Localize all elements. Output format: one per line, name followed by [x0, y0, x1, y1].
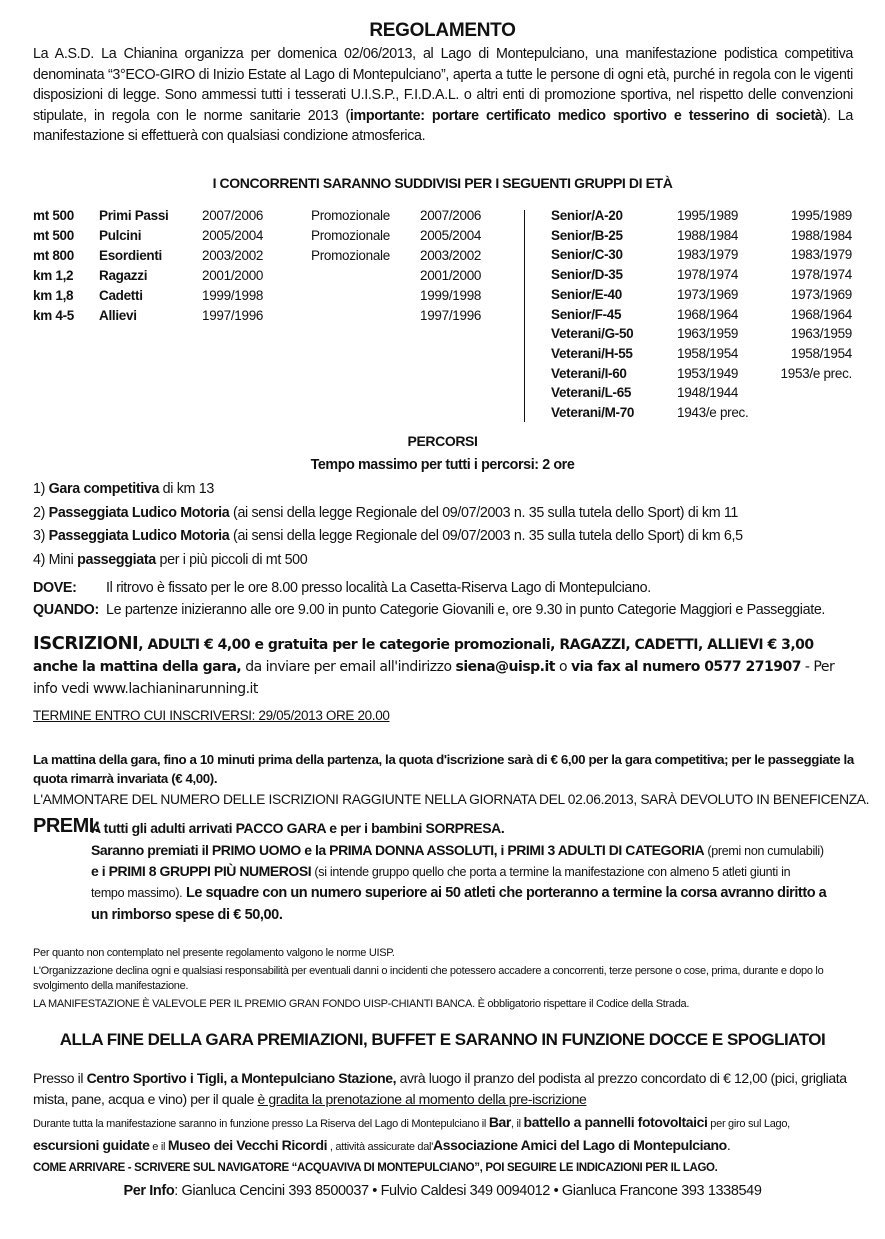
left-group-name: Pulcini [99, 228, 142, 243]
left-group-years: 1997/1996 [202, 308, 264, 323]
percorso-title: Passeggiata Ludico Motoria [48, 528, 230, 544]
percorso-detail: per i più piccoli di mt 500 [155, 551, 308, 568]
right-group-years2: 1968/1964 [790, 306, 852, 322]
centro-prenotazione: è gradita la prenotazione al momento della pre-iscrizione [257, 1091, 587, 1107]
left-group-promo: Promozionale [311, 208, 390, 223]
premi-groups: e i PRIMI 8 GRUPPI PIÙ NUMEROSI [91, 863, 312, 879]
durante-text-3: per giro sul Lago, [707, 1118, 790, 1130]
percorso-item [33, 479, 214, 499]
left-group-years2: 2001/2000 [420, 268, 482, 283]
right-group-name: Senior/C-30 [551, 247, 623, 263]
right-group-name: Veterani/M-70 [551, 405, 635, 420]
percorso-detail: (ai sensi della legge Regionale del 09/07/2003 n. 35 sulla tutela dello Sport) di km 11 [229, 504, 739, 521]
iscrizioni-or: o [555, 659, 571, 675]
left-group-dist: km 1,2 [33, 268, 74, 283]
left-group-dist: km 1,8 [33, 288, 74, 303]
left-group-years2: 2003/2002 [420, 248, 482, 263]
percorsi-subheading: Tempo massimo per tutti i percorsi: 2 ore [310, 457, 575, 473]
percorso-title: Passeggiata Ludico Motoria [48, 504, 230, 521]
percorso-detail: (ai sensi della legge Regionale del 09/07/2003 n. 35 sulla tutela dello Sport) di km 6,5 [229, 528, 743, 544]
note-responsabilita: L'Organizzazione declina ogni e qualsiasi responsabilità per eventuali danni o incidenti che potessero accadere a concorrenti, terze persone o cose, prima, durante e dopo lo svolgimento della manifestazione. [33, 965, 824, 992]
groups-heading: I CONCORRENTI SARANNO SUDDIVISI PER I SEGUENTI GRUPPI DI ETÀ [212, 175, 673, 191]
left-group-years: 1999/1998 [202, 288, 264, 303]
right-group-row [0, 245, 885, 264]
durante-battello: battello a pannelli fotovoltaici [523, 1114, 708, 1130]
iscrizioni-info: - Per info vedi www.lachianinarunning.it [33, 659, 835, 697]
right-group-name: Senior/B-25 [551, 227, 623, 243]
left-group-years2: 2007/2006 [420, 208, 482, 223]
percorso-num: 1) [33, 481, 49, 497]
percorso-title: passeggiata [77, 551, 156, 568]
right-group-row [0, 344, 885, 363]
right-group-row [0, 265, 885, 284]
durante-text-4: e il [149, 1141, 168, 1153]
right-group-row [0, 324, 885, 343]
premi-time: tempo massimo). [91, 886, 183, 900]
right-group-row [0, 206, 885, 225]
right-group-years2: 1973/1969 [790, 286, 852, 302]
right-group-row [0, 226, 885, 245]
iscrizioni-paragraph [33, 633, 855, 700]
left-group-years: 2001/2000 [202, 268, 264, 283]
durante-text-5: , attività assicurate dal' [327, 1141, 433, 1153]
right-group-years: 1978/1974 [677, 267, 739, 283]
percorso-item [33, 526, 743, 546]
iscrizioni-send: da inviare per email all'indirizzo [241, 659, 456, 675]
percorso-title: Gara competitiva [48, 481, 160, 497]
dove-line [33, 578, 651, 598]
right-group-years2: 1963/1959 [790, 326, 852, 342]
premi-teams: Le squadre con un numero superiore ai 50 atleti che porteranno a termine la corsa avranno diritto a [182, 885, 827, 901]
right-group-name: Veterani/G-50 [551, 326, 634, 342]
right-group-years2: 1953/e prec. [780, 365, 852, 381]
note-uisp: Per quanto non contemplato nel presente regolamento valgono le norme UISP. [33, 947, 395, 959]
quando-label: QUANDO: [33, 602, 99, 618]
iscrizioni-deadline: TERMINE ENTRO CUI INSCRIVERSI: 29/05/2013 ORE 20.00 [33, 708, 390, 723]
percorso-num: 2) [33, 504, 49, 521]
durante-escursioni: escursioni guidate [33, 1137, 150, 1153]
right-group-years: 1968/1964 [677, 306, 739, 322]
right-group-years: 1943/e prec. [677, 405, 749, 420]
intro-text-end: ). La manifestazione si effettuerà con qualsiasi condizione atmosferica. [33, 107, 853, 144]
page-title: REGOLAMENTO [369, 20, 516, 41]
left-group-name: Esordienti [99, 248, 163, 263]
right-group-years: 1973/1969 [677, 286, 739, 302]
premi-line-3 [91, 863, 790, 879]
right-group-row [0, 403, 885, 422]
percorso-num: 3) [33, 528, 49, 544]
right-group-years: 1988/1984 [677, 227, 739, 243]
left-group-dist: km 4-5 [33, 308, 74, 323]
percorso-item [33, 550, 307, 570]
right-group-years: 1958/1954 [677, 345, 739, 361]
left-group-name: Cadetti [99, 288, 143, 303]
left-group-years: 2003/2002 [202, 248, 264, 263]
durante-text-6: . [726, 1137, 731, 1153]
right-group-years2: 1988/1984 [790, 227, 852, 243]
premi-group-def: (si intende gruppo quello che porta a termine la manifestazione con almeno 5 atleti giunti in [311, 865, 791, 879]
intro-text: La A.S.D. La Chianina organizza per domenica 02/06/2013, al Lago di Montepulciano, una manifestazione podistica competitiva denominata “3°ECO-GIRO di Inizio Estate al Lago di Montepulciano”, aperta a tutte le persone di ogni età, purché in regola con le vigenti disposizioni di legge. Sono ammessi tutti i tesserati U.I.S.P., F.I.D.A.L. o altri enti di promozione sportiva, nel rispetto delle convenzioni stipulate, in regola con le norme sanitarie 2013 ( [33, 46, 853, 124]
left-group-years2: 1997/1996 [420, 308, 482, 323]
right-group-name: Veterani/H-55 [551, 345, 633, 361]
right-group-name: Senior/D-35 [551, 267, 623, 283]
mattina-note: La mattina della gara, fino a 10 minuti prima della partenza, la quota d'iscrizione sarà di € 6,00 per la gara competitiva; per le passeggiate la quota rimarrà invariata (€ 4,00). [33, 752, 854, 786]
right-group-row [0, 364, 885, 383]
right-group-years: 1953/1949 [677, 365, 739, 381]
left-group-promo: Promozionale [311, 248, 390, 263]
iscrizioni-fax: via fax al numero 0577 271907 [570, 659, 801, 675]
left-group-dist: mt 500 [33, 208, 74, 223]
left-group-years2: 1999/1998 [420, 288, 482, 303]
percorso-item [33, 503, 738, 523]
centro-place: Centro Sportivo i Tigli, a Montepulciano Stazione, [86, 1070, 397, 1086]
left-group-years2: 2005/2004 [420, 228, 482, 243]
info-contacts: : Gianluca Cencini 393 8500037 • Fulvio Caldesi 349 0094012 • Gianluca Francone 393 1338549 [174, 1183, 762, 1199]
right-group-name: Veterani/L-65 [551, 385, 632, 401]
durante-bar: Bar [488, 1114, 511, 1130]
premi-noncumul: (premi non cumulabili) [704, 844, 824, 858]
iscrizioni-email[interactable]: siena@uisp.it [455, 659, 555, 675]
durante-text-1: Durante tutta la manifestazione saranno in funzione presso La Riserva del Lago di Montepulciano il [33, 1118, 489, 1130]
right-group-years2: 1978/1974 [790, 267, 852, 283]
iscrizioni-label: ISCRIZIONI [33, 633, 139, 654]
durante-paragraph [33, 1112, 853, 1158]
centro-text: Presso il [33, 1070, 87, 1086]
final-heading: ALLA FINE DELLA GARA PREMIAZIONI, BUFFET E SARANNO IN FUNZIONE DOCCE E SPOGLIATOI [59, 1030, 826, 1049]
left-group-dist: mt 500 [33, 228, 74, 243]
left-group-name: Allievi [99, 308, 137, 323]
right-group-name: Senior/A-20 [551, 208, 623, 223]
right-group-row [0, 305, 885, 324]
right-group-years: 1995/1989 [677, 208, 739, 223]
right-group-years: 1948/1944 [677, 385, 739, 401]
right-group-name: Senior/E-40 [551, 286, 622, 302]
premi-line-5: un rimborso spese di € 50,00. [91, 907, 283, 923]
premi-line-4 [91, 885, 826, 901]
percorso-num: 4) Mini [33, 551, 78, 568]
intro-important: importante: portare certificato medico sportivo e tesserino di società [349, 107, 823, 124]
premi-label: PREMI: [33, 815, 100, 837]
right-group-row [0, 285, 885, 304]
dove-label: DOVE: [33, 580, 77, 596]
premi-line-1: A tutti gli adulti arrivati PACCO GARA e per i bambini SORPRESA. [91, 820, 505, 836]
intro-paragraph [33, 44, 853, 147]
right-group-years: 1963/1959 [677, 326, 739, 342]
right-group-years: 1983/1979 [677, 247, 739, 263]
left-group-dist: mt 800 [33, 248, 74, 263]
premi-winners: Saranno premiati il PRIMO UOMO e la PRIMA DONNA ASSOLUTI, i PRIMI 3 ADULTI DI CATEGORIA [91, 842, 705, 858]
note-gran-fondo: LA MANIFESTAZIONE È VALEVOLE PER IL PREMIO GRAN FONDO UISP-CHIANTI BANCA. È obbligatorio rispettare il Codice della Strada. [33, 998, 690, 1010]
left-group-name: Ragazzi [99, 268, 148, 283]
left-group-years: 2007/2006 [202, 208, 264, 223]
durante-associazione: Associazione Amici del Lago di Montepulciano [433, 1137, 727, 1153]
right-group-years2: 1995/1989 [790, 208, 852, 223]
centro-paragraph [33, 1068, 851, 1110]
beneficenza-note: L'AMMONTARE DEL NUMERO DELLE ISCRIZIONI RAGGIUNTE NELLA GIORNATA DEL 02.06.2013, SARÀ DEVOLUTO IN BENEFICENZA. [33, 792, 870, 807]
info-line [0, 1183, 885, 1199]
left-group-promo: Promozionale [311, 228, 390, 243]
left-group-years: 2005/2004 [202, 228, 264, 243]
dove-text: Il ritrovo è fissato per le ore 8.00 presso località La Casetta-Riserva Lago di Montepulciano. [106, 580, 651, 596]
iscrizioni-prices: , ADULTI € 4,00 e gratuita per le categorie promozionali, RAGAZZI, CADETTI, ALLIEVI € 3,00 anche la mattina della gara, [33, 637, 814, 675]
percorso-detail: di km 13 [159, 481, 214, 497]
left-group-name: Primi Passi [99, 208, 169, 223]
percorsi-heading: PERCORSI [407, 433, 478, 449]
right-group-years2: 1983/1979 [790, 247, 852, 263]
quando-text: Le partenze inizieranno alle ore 9.00 in punto Categorie Giovanili e, ore 9.30 in punto Categorie Maggiori e Passeggiate. [106, 602, 826, 618]
come-arrivare: COME ARRIVARE - SCRIVERE SUL NAVIGATORE “ACQUAVIVA DI MONTEPULCIANO”, POI SEGUIRE LE INDICAZIONI PER IL LAGO. [33, 1162, 718, 1174]
right-group-name: Senior/F-45 [551, 306, 622, 322]
centro-lunch: avrà luogo il pranzo del podista al prezzo concordato di € 12,00 (pici, grigliata mista, pane, acqua e vino) per il quale [33, 1070, 847, 1107]
quando-line [33, 600, 826, 620]
right-group-row [0, 383, 885, 402]
info-label: Per Info [123, 1183, 175, 1199]
durante-museo: Museo dei Vecchi Ricordi [167, 1137, 328, 1153]
durante-text-2: , il [510, 1118, 524, 1130]
right-group-name: Veterani/I-60 [551, 365, 627, 381]
right-group-years2: 1958/1954 [790, 345, 852, 361]
premi-line-2 [91, 842, 824, 858]
